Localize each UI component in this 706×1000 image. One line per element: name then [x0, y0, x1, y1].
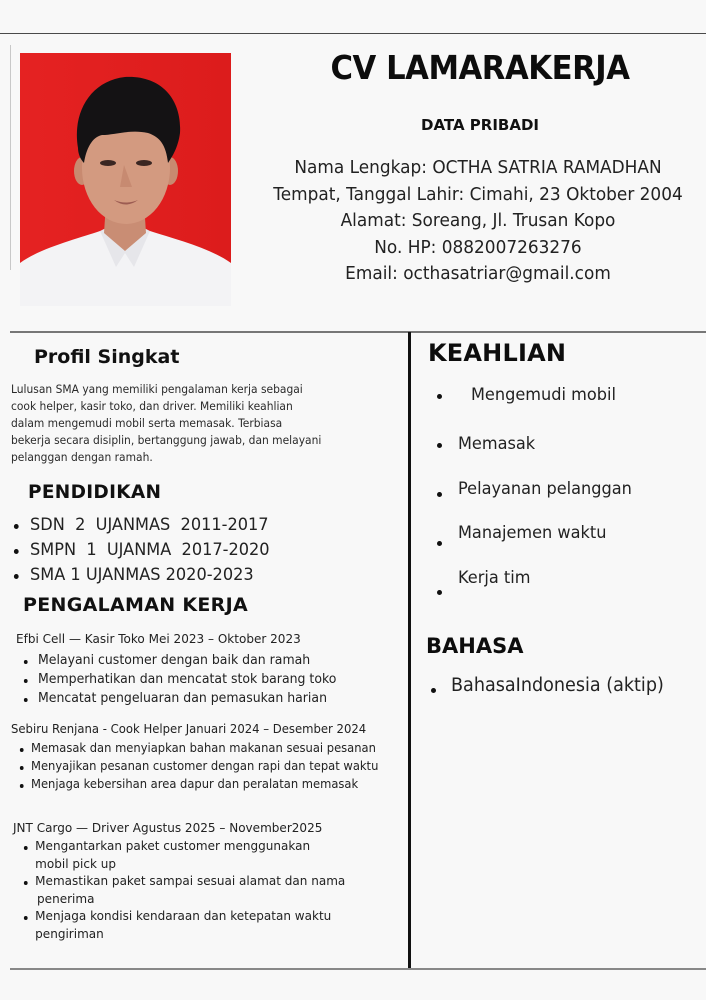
skill-item: Memasak — [458, 434, 536, 454]
job-duty — [22, 873, 345, 908]
profil-line: dalam mengemudi mobil serta memasak. Terbiasa — [11, 416, 283, 430]
job-duty: Memperhatikan dan mencatat stok barang toko — [22, 671, 336, 690]
job-duties-list — [18, 739, 406, 794]
bottom-rule — [10, 968, 706, 970]
bullet-icon — [437, 443, 442, 448]
skill-item: Kerja tim — [458, 568, 531, 588]
job-duty-line: mobil pick up — [35, 856, 117, 872]
top-rule — [0, 33, 706, 34]
middle-rule — [10, 331, 706, 333]
job-duty-line: Memastikan paket sampai sesuai alamat dan nama — [35, 874, 346, 890]
job-title: Sebiru Renjana - Cook Helper Januari 2024 – Desember 2024 — [11, 721, 367, 736]
job-duty — [22, 908, 345, 943]
job-duty: Menyajikan pesanan customer dengan rapi dan tepat waktu — [18, 757, 378, 775]
education-list — [12, 513, 283, 588]
info-email: Email: octhasatriar@gmail.com — [345, 263, 611, 284]
skill-item: Pelayanan pelanggan — [458, 479, 632, 499]
job-duty — [22, 838, 345, 873]
personal-info — [248, 155, 706, 288]
job-duty: Menjaga kebersihan area dapur dan peralatan memasak — [18, 775, 378, 793]
education-item — [12, 538, 270, 563]
bullet-icon — [431, 688, 436, 693]
job-title: JNT Cargo — Driver Agustus 2025 – November2025 — [13, 821, 323, 836]
profil-line: cook helper, kasir toko, dan driver. Memiliki keahlian — [11, 399, 293, 413]
info-phone: No. HP: 0882007263276 — [374, 236, 582, 258]
profile-photo — [20, 53, 231, 306]
education-item-text: SMA 1 UJANMAS 2020-2023 — [30, 565, 254, 585]
language-item: BahasaIndonesia (aktip) — [451, 675, 664, 696]
cv-title: CV LAMARAKERJA — [330, 48, 630, 87]
info-address: Alamat: Soreang, Jl. Trusan Kopo — [340, 210, 616, 231]
job-duty-line: Mengantarkan paket customer menggunakan — [35, 839, 311, 854]
section-heading-profil: Profil Singkat — [34, 346, 180, 368]
bullet-icon — [437, 541, 442, 546]
job-duty: Melayani customer dengan baik dan ramah — [22, 652, 336, 671]
section-heading-data-pribadi: DATA PRIBADI — [421, 116, 539, 134]
profil-line: Lulusan SMA yang memiliki pengalaman kerja sebagai — [11, 382, 303, 396]
job-duty-line: Menjaga kondisi kendaraan dan ketepatan waktu — [35, 909, 332, 925]
job-duty-line: penerima — [37, 891, 95, 907]
job-title: Efbi Cell — Kasir Toko Mei 2023 – Oktober 2023 — [16, 632, 301, 647]
job-duty-line: pengiriman — [35, 926, 104, 942]
left-edge-line — [10, 45, 11, 270]
education-item-text: SMPN 1 UJANMA 2017-2020 — [30, 540, 270, 560]
education-item-text: SDN 2 UJANMAS 2011-2017 — [30, 515, 269, 535]
section-heading-bahasa: BAHASA — [426, 634, 524, 658]
skill-item: Manajemen waktu — [458, 523, 607, 543]
profil-text — [11, 381, 346, 466]
skill-item: Mengemudi mobil — [471, 385, 616, 405]
bullet-icon — [437, 590, 442, 595]
job-duty: Mencatat pengeluaran dan pemasukan harian — [22, 690, 336, 709]
bullet-icon — [437, 394, 442, 399]
section-heading-pengalaman: PENGALAMAN KERJA — [23, 594, 248, 616]
education-item — [12, 563, 270, 588]
profil-line: pelanggan dengan ramah. — [11, 450, 153, 464]
section-heading-keahlian: KEAHLIAN — [428, 339, 567, 367]
education-item — [12, 513, 270, 538]
job-duties-list — [22, 838, 366, 944]
section-heading-pendidikan: PENDIDIKAN — [28, 482, 162, 503]
info-birth: Tempat, Tanggal Lahir: Cimahi, 23 Oktober 2004 — [273, 183, 683, 205]
job-duty: Memasak dan menyiapkan bahan makanan sesuai pesanan — [18, 739, 378, 757]
profil-line: bekerja secara disiplin, bertanggung jawab, dan melayani — [11, 433, 322, 447]
column-divider — [408, 332, 411, 969]
bullet-icon — [437, 492, 442, 497]
info-full-name: Nama Lengkap: OCTHA SATRIA RAMADHAN — [294, 157, 662, 178]
job-duties-list — [22, 652, 357, 708]
portrait-icon — [20, 53, 231, 306]
